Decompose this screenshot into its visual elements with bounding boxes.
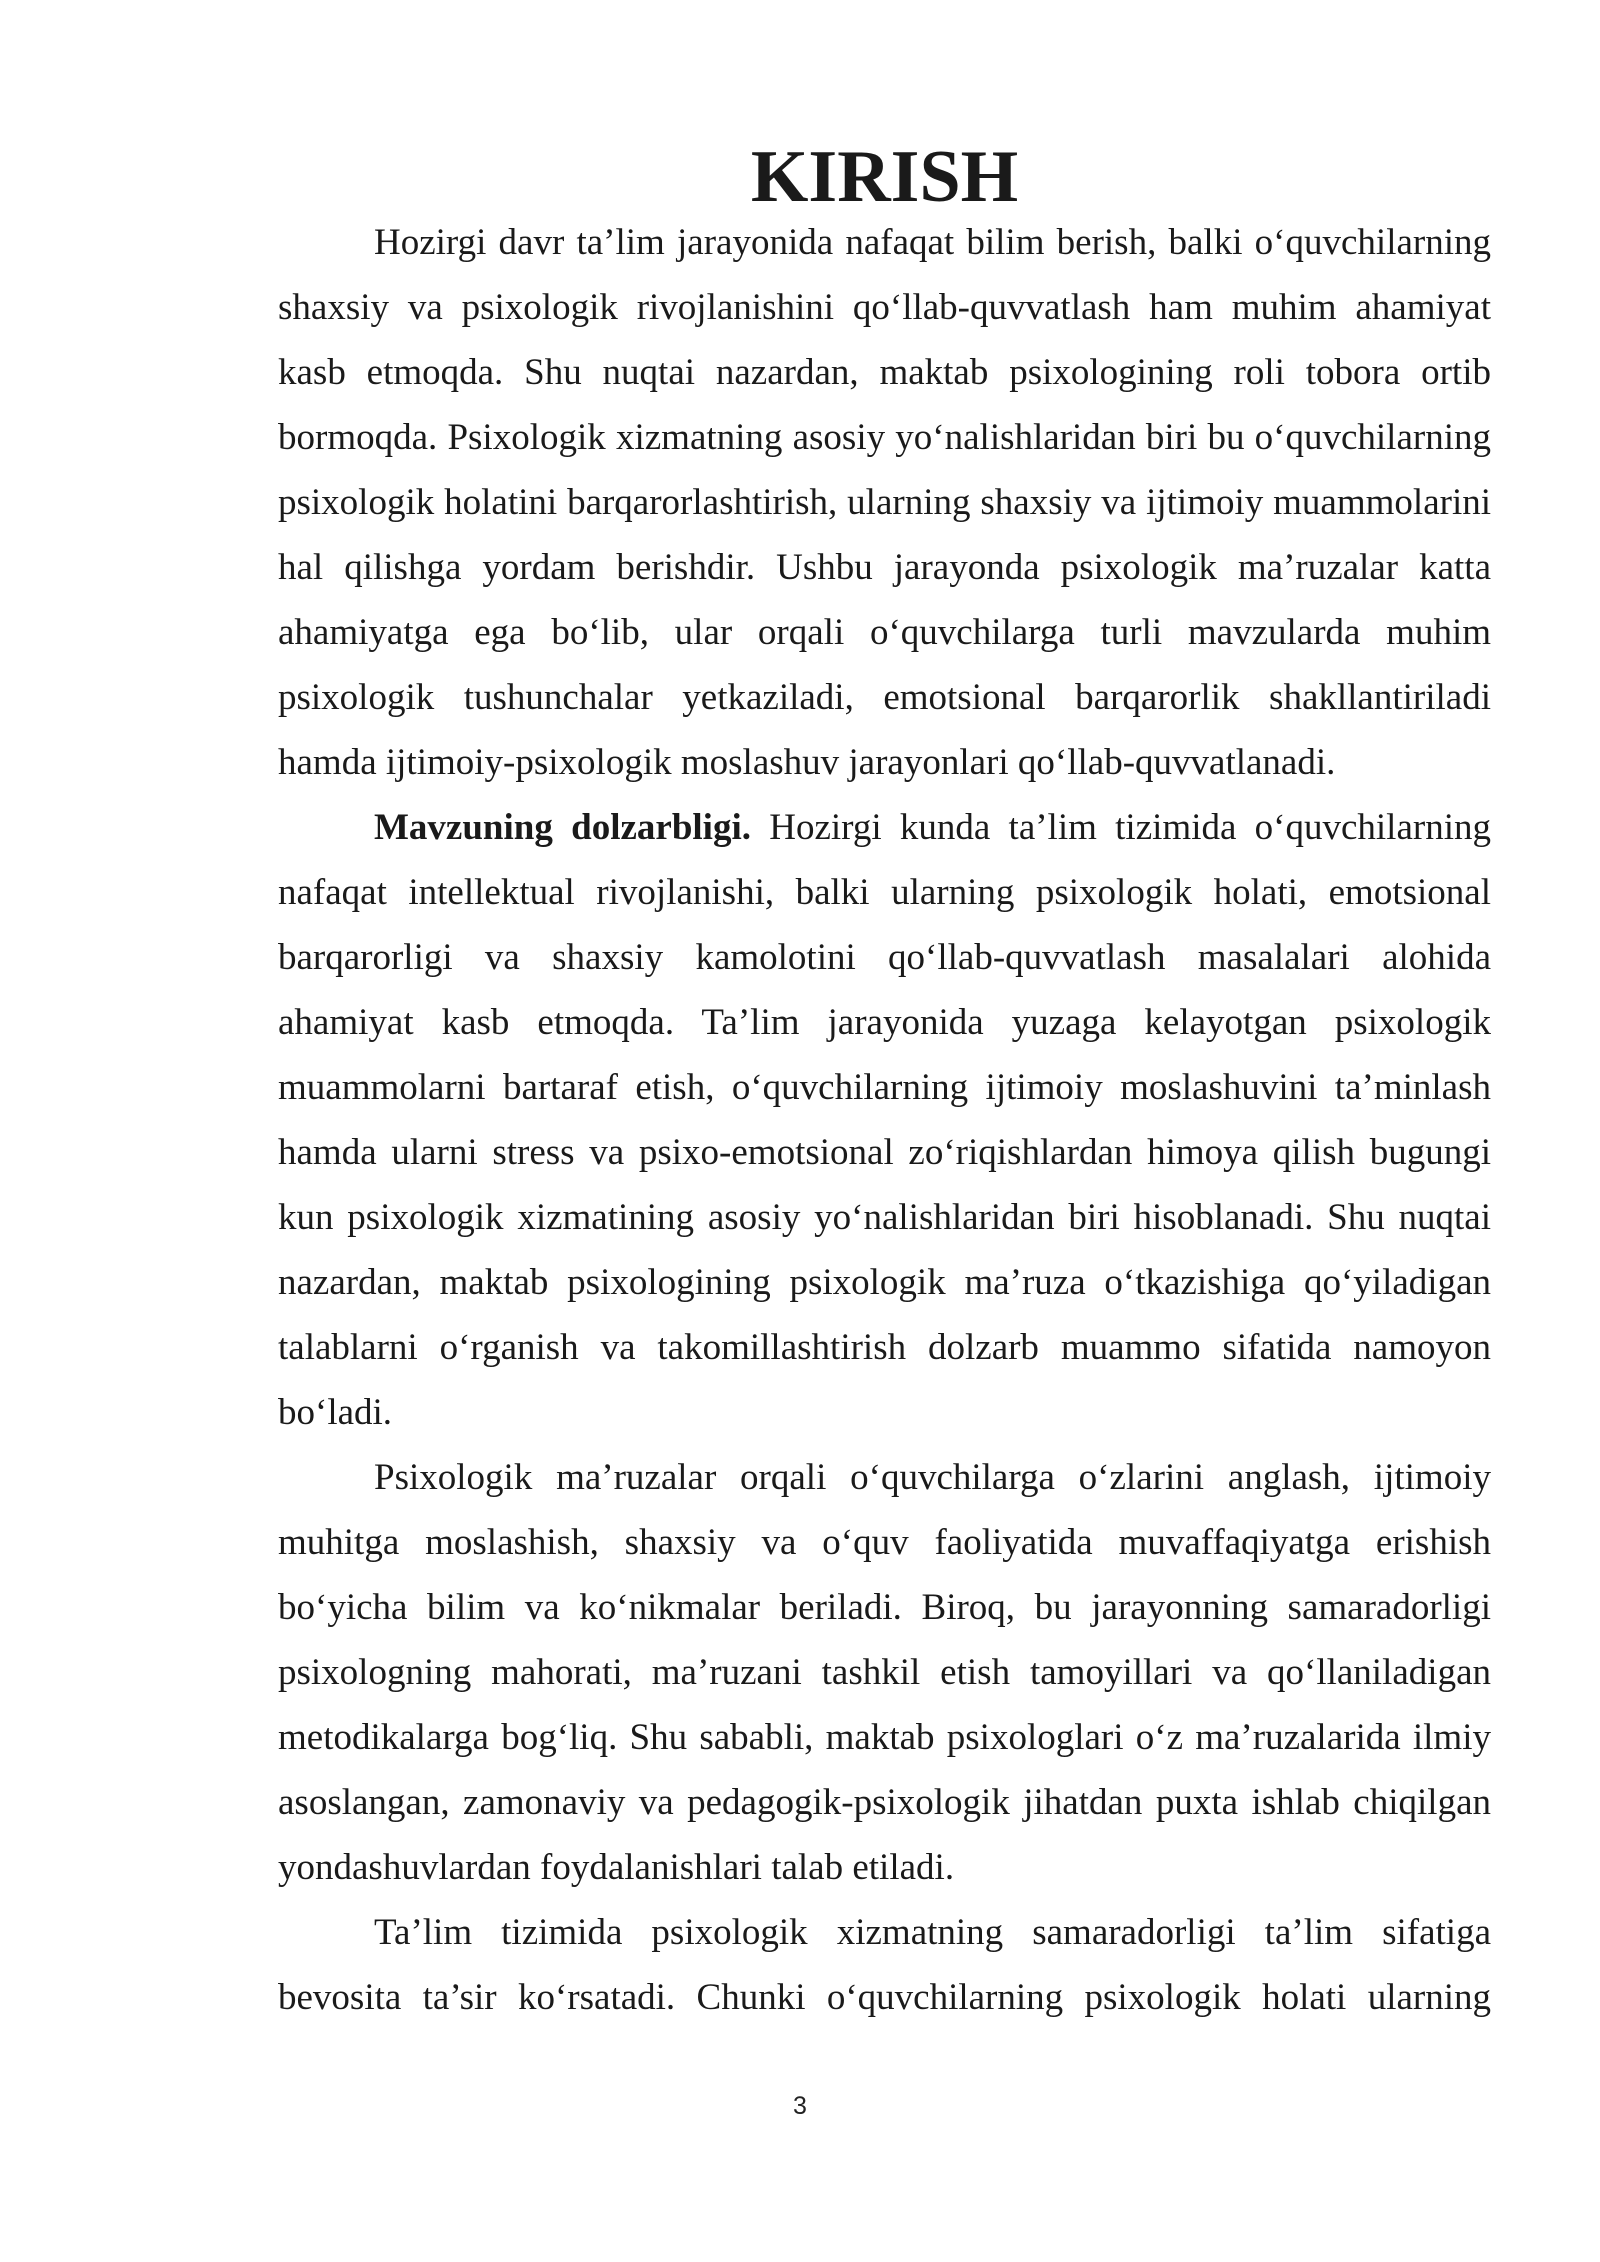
page-title: KIRISH (750, 136, 1019, 218)
paragraph-text: Hozirgi kunda ta’lim tizimida o‘quvchilarning nafaqat intellektual rivojlanishi, balki ularning psixologik holati, emotsional barqarorligi va shaxsiy kamolotini qo‘llab-quvvatlash masalalari alohida ahamiyat kasb etmoqda. Ta’lim jarayonida yuzaga kelayotgan psixologik muammolarni bartaraf etish, o‘quvchilarning ijtimoiy moslashuvini ta’minlash hamda ularni stress va psixo-emotsional zo‘riqishlardan himoya qilish bugungi kun psixologik xizmatining asosiy yo‘nalishlaridan biri hisoblanadi. Shu nuqtai nazardan, maktab psixologining psixologik ma’ruza o‘tkazishiga qo‘yiladigan talablarni o‘rganish va takomillashtirish dolzarb muammo sifatida namoyon bo‘ladi. (278, 807, 1491, 1433)
page-number: 3 (793, 2092, 807, 2120)
paragraph-text: Psixologik ma’ruzalar orqali o‘quvchilarga o‘zlarini anglash, ijtimoiy muhitga moslashish, shaxsiy va o‘quv faoliyatida muvaffaqiyatga erishish bo‘yicha bilim va ko‘nikmalar beriladi. Biroq, bu jarayonning samaradorligi psixologning mahorati, ma’ruzani tashkil etish tamoyillari va qo‘llaniladigan metodikalarga bog‘liq. Shu sababli, maktab psixologlari o‘z ma’ruzalarida ilmiy asoslangan, zamonaviy va pedagogik-psixologik jihatdan puxta ishlab chiqilgan yondashuvlardan foydalanishlari talab etiladi. (278, 1457, 1491, 1888)
paragraph-text: Hozirgi davr ta’lim jarayonida nafaqat bilim berish, balki o‘quvchilarning shaxsiy va psixologik rivojlanishini qo‘llab-quvvatlash ham muhim ahamiyat kasb etmoqda. Shu nuqtai nazardan, maktab psixologining roli tobora ortib bormoqda. Psixologik xizmatning asosiy yo‘nalishlaridan biri bu o‘quvchilarning psixologik holatini barqarorlashtirish, ularning shaxsiy va ijtimoiy muammolarini hal qilishga yordam berishdir. Ushbu jarayonda psixologik ma’ruzalar katta ahamiyatga ega bo‘lib, ular orqali o‘quvchilarga turli mavzularda muhim psixologik tushunchalar yetkaziladi, emotsional barqarorlik shakllantiriladi hamda ijtimoiy-psixologik moslashuv jarayonlari qo‘llab-quvvatlanadi. (278, 222, 1491, 783)
page-content (278, 136, 1491, 2030)
paragraph-text: Ta’lim tizimida psixologik xizmatning samaradorligi ta’lim sifatiga bevosita ta’sir ko‘rsatadi. Chunki o‘quvchilarning psixologik holati ularning (278, 1912, 1491, 2018)
paragraph-lectures (278, 1445, 1491, 1900)
paragraph-intro (278, 210, 1491, 795)
paragraph-effectiveness (278, 1900, 1491, 2030)
paragraph-relevance (278, 795, 1491, 1445)
paragraph-lead-relevance: Mavzuning dolzarbligi. (374, 807, 751, 848)
